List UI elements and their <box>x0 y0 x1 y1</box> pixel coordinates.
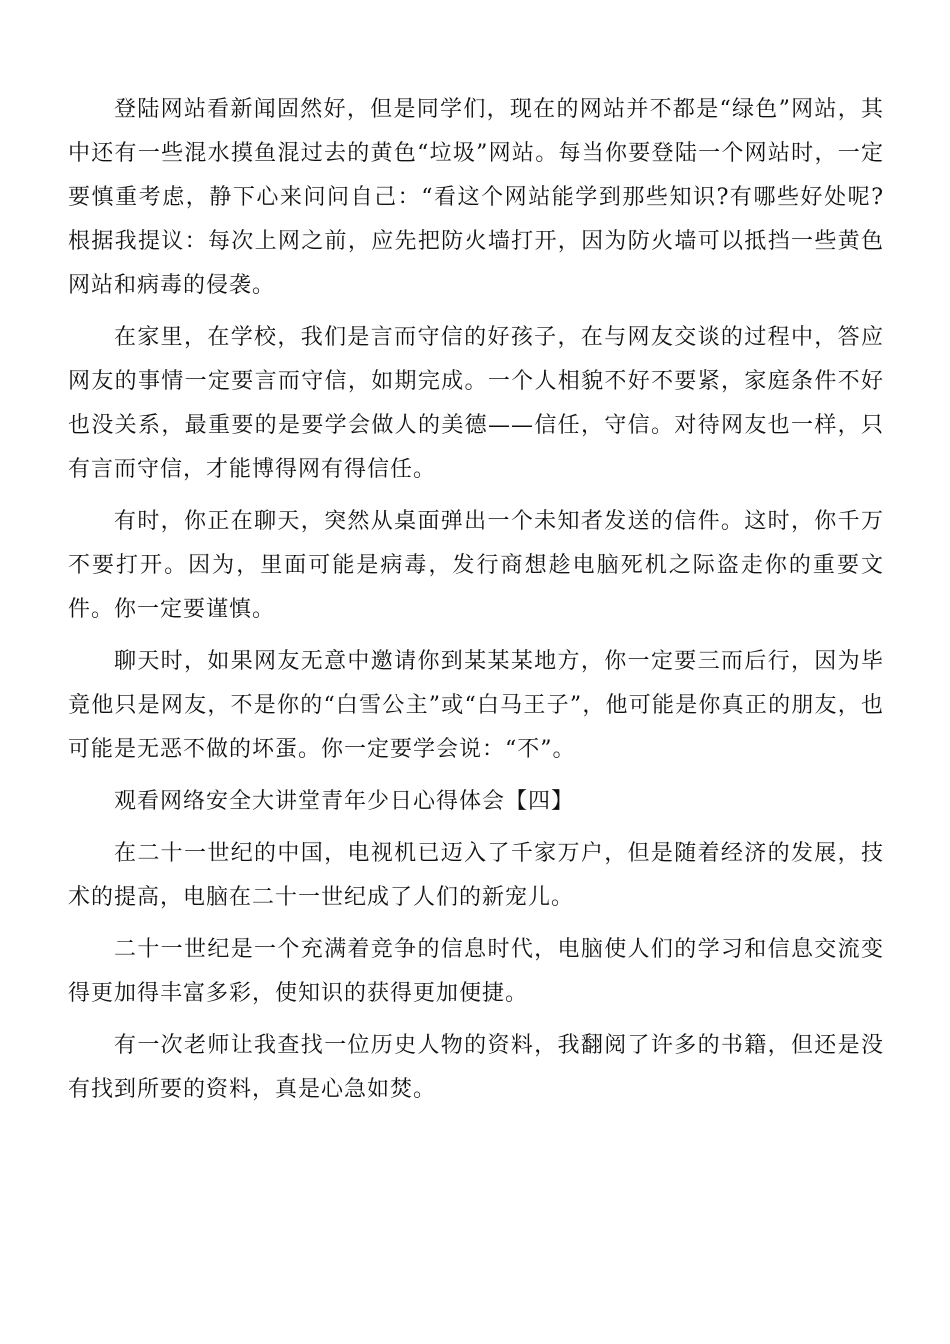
paragraph: 在二十一世纪的中国，电视机已迈入了千家万户，但是随着经济的发展，技术的提高，电脑在二十一世纪成了人们的新宠儿。 <box>68 841 884 910</box>
paragraph: 二十一世纪是一个充满着竞争的信息时代，电脑使人们的学习和信息交流变得更加得丰富多彩，使知识的获得更加便捷。 <box>68 937 884 1006</box>
paragraph: 登陆网站看新闻固然好，但是同学们，现在的网站并不都是“绿色”网站，其中还有一些混水摸鱼混过去的黄色“垃圾”网站。每当你要登陆一个网站时，一定要慎重考虑，静下心来问问自己：“看这个网站能学到那些知识?有哪些好处呢?根据我提议：每次上网之前，应先把防火墙打开，因为防火墙可以抵挡一些黄色网站和病毒的侵袭。 <box>68 97 884 298</box>
paragraph: 有时，你正在聊天，突然从桌面弹出一个未知者发送的信件。这时，你千万不要打开。因为，里面可能是病毒，发行商想趁电脑死机之际盗走你的重要文件。你一定要谨慎。 <box>68 509 884 622</box>
paragraph: 在家里，在学校，我们是言而守信的好孩子，在与网友交谈的过程中，答应网友的事情一定要言而守信，如期完成。一个人相貌不好不要紧，家庭条件不好也没关系，最重要的是要学会做人的美德——信任，守信。对待网友也一样，只有言而守信，才能博得网有得信任。 <box>68 325 884 482</box>
paragraph: 聊天时，如果网友无意中邀请你到某某某地方，你一定要三而后行，因为毕竟他只是网友，不是你的“白雪公主”或“白马王子”，他可能是你真正的朋友，也可能是无恶不做的坏蛋。你一定要学会说：“不”。 <box>68 649 884 762</box>
section-heading: 观看网络安全大讲堂青年少日心得体会【四】 <box>114 789 575 814</box>
document-body <box>68 88 884 1120</box>
paragraph: 有一次老师让我查找一位历史人物的资料，我翻阅了许多的书籍，但还是没有找到所要的资料，真是心急如焚。 <box>68 1033 884 1102</box>
